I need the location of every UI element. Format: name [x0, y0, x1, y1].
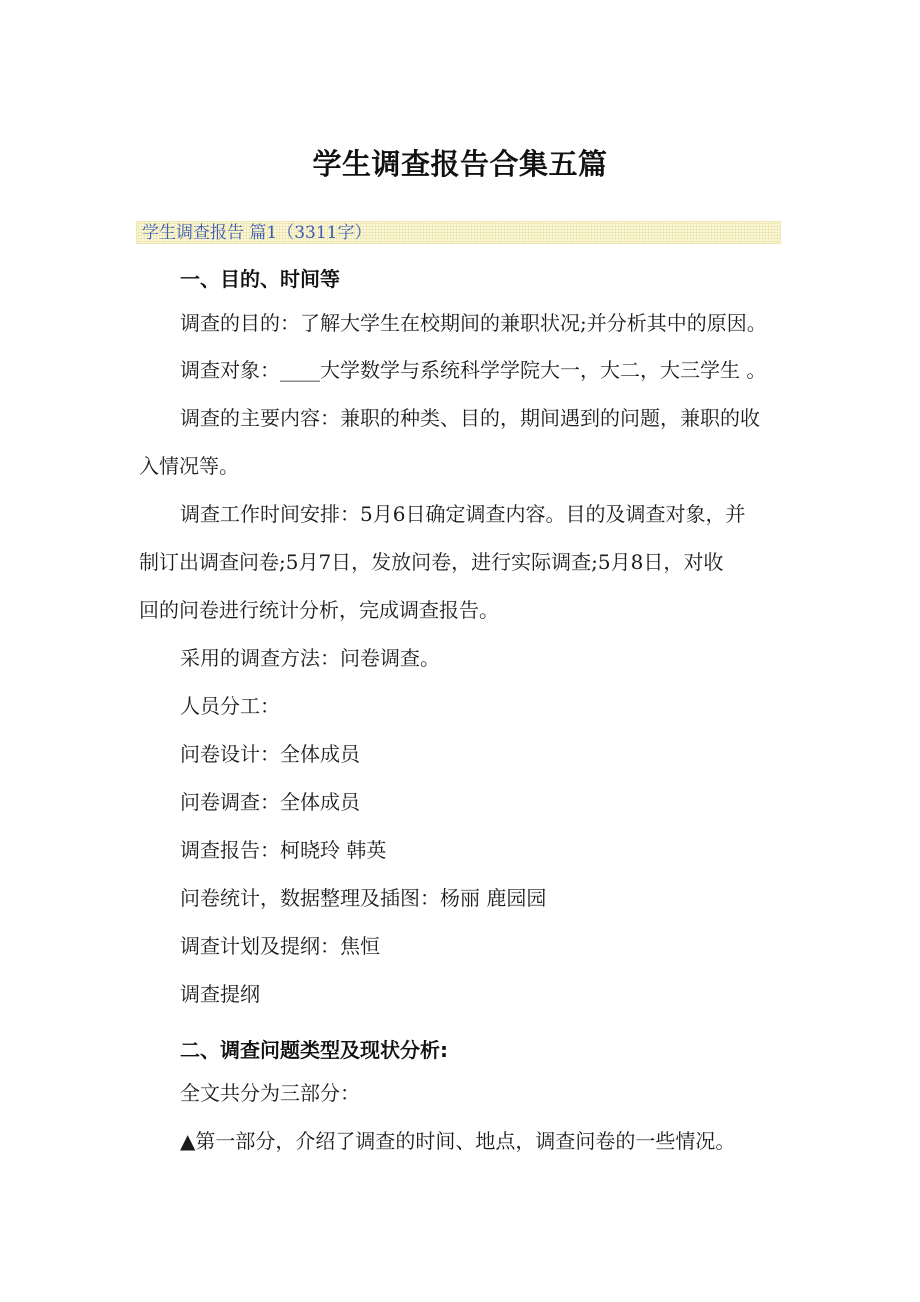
- heading-problem-analysis: 二、调查问题类型及现状分析:: [180, 1038, 448, 1062]
- section-header-label: 学生调查报告 篇1（3311字）: [142, 223, 372, 243]
- paragraph-design: 问卷设计：全体成员: [180, 742, 360, 766]
- paragraph-survey: 问卷调查：全体成员: [180, 790, 360, 814]
- heading-purpose-time: 一、目的、时间等: [180, 267, 340, 291]
- paragraph-part-one: ▲第一部分，介绍了调查的时间、地点，调查问卷的一些情况。: [180, 1129, 736, 1153]
- paragraph-schedule-line-3: 回的问卷进行统计分析，完成调查报告。: [139, 598, 499, 622]
- paragraph-target: 调查对象：____大学数学与系统科学学院大一，大二，大三学生 。: [180, 358, 767, 382]
- paragraph-method: 采用的调查方法：问卷调查。: [180, 646, 440, 670]
- paragraph-outline: 调查提纲: [180, 982, 260, 1006]
- paragraph-content-line-2: 入情况等。: [139, 454, 239, 478]
- paragraph-schedule-line-1: 调查工作时间安排：5月6日确定调查内容。目的及调查对象，并: [180, 502, 746, 526]
- document-title: 学生调查报告合集五篇: [312, 147, 608, 181]
- paragraph-content-line-1: 调查的主要内容：兼职的种类、目的，期间遇到的问题，兼职的收: [180, 406, 760, 430]
- paragraph-statistics: 问卷统计，数据整理及插图：杨丽 鹿园园: [180, 886, 547, 910]
- paragraph-division: 人员分工：: [180, 694, 280, 718]
- section-header-bar: [136, 221, 781, 244]
- paragraph-report: 调查报告：柯晓玲 韩英: [180, 838, 387, 862]
- paragraph-purpose: 调查的目的：了解大学生在校期间的兼职状况;并分析其中的原因。: [180, 311, 767, 335]
- paragraph-plan: 调查计划及提纲：焦恒: [180, 934, 380, 958]
- paragraph-schedule-line-2: 制订出调查问卷;5月7日，发放问卷，进行实际调查;5月8日，对收: [139, 550, 724, 574]
- paragraph-parts: 全文共分为三部分：: [180, 1081, 360, 1105]
